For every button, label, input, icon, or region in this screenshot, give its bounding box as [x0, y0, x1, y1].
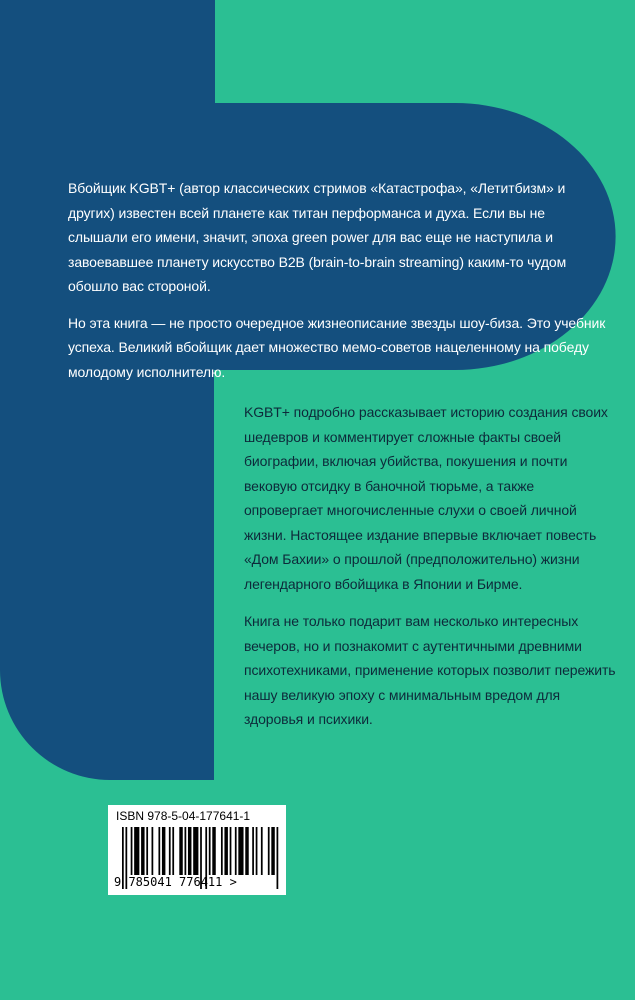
barcode-bar: [212, 827, 215, 875]
isbn-number: ISBN 978-5-04-177641-1: [116, 809, 251, 823]
bottom-paragraph-1: KGBT+ подробно рассказывает историю создания своих шедевров и комментирует сложные факты своей биографии, включая убийства, покушения и почти вековую отсидку в баночной тюрьме, а также опровергает многочисленные слухи о своей личной жизни. Настоящее издание впервые включает повесть «Дом Бахии» о прошлой (предположительно) жизни легендарного вбойщика в Японии и Бирме.: [244, 404, 608, 592]
barcode-bar: [277, 827, 279, 889]
barcode-bar: [131, 827, 133, 875]
barcode-bar: [209, 827, 211, 875]
barcode-bar: [169, 827, 171, 875]
barcode-bar: [158, 827, 160, 875]
bottom-paragraph-2: Книга не только подарит вам несколько интересных вечеров, но и познакомит с аутентичными древними психотехниками, применение которых позволит пережить нашу великую эпоху с минимальным вредом для здоровья и психики.: [244, 613, 616, 727]
barcode-bar: [221, 827, 223, 875]
top-description: [68, 176, 608, 384]
barcode-label: [108, 805, 286, 895]
barcode-bar: [188, 827, 191, 875]
barcode-bar: [252, 827, 254, 875]
barcode-bar: [268, 827, 270, 875]
top-paragraph-1: Вбойщик KGBT+ (автор классических стримов «Катастрофа», «Летитбизм» и других) известен всей планете как титан перформанса и духа. Если вы не слышали его имени, значит, эпоха green power для вас еще не наступила и завоевавшее планету искусство B2B (brain-to-brain streaming) каким-то чудом обошло вас стороной.: [68, 180, 567, 294]
barcode-bar: [230, 827, 232, 875]
barcode-bar: [224, 827, 227, 875]
barcode-bar: [271, 827, 274, 875]
bottom-description: [244, 400, 616, 732]
barcode-bar: [185, 827, 187, 875]
barcode-bar: [193, 827, 198, 875]
barcode-bar: [261, 827, 263, 875]
barcode-bar: [146, 827, 148, 875]
barcode-bar: [134, 827, 139, 875]
barcode-bar: [162, 827, 165, 875]
barcode-digits: 9 785041 776411 >: [114, 875, 237, 889]
barcode-bar: [245, 827, 248, 875]
top-paragraph-2: Но эта книга — не просто очередное жизнеописание звезды шоу-биза. Это учебник успеха. Великий вбойщик дает множество мемо-советов нацеленному на победу молодому исполнителю.: [68, 314, 606, 380]
barcode-bar: [152, 827, 154, 875]
barcode-bar: [256, 827, 258, 875]
barcode-bar: [238, 827, 243, 875]
barcode-bar: [172, 827, 174, 875]
barcode-bar: [179, 827, 182, 875]
barcode-bar: [235, 827, 237, 875]
barcode-bar: [141, 827, 144, 875]
